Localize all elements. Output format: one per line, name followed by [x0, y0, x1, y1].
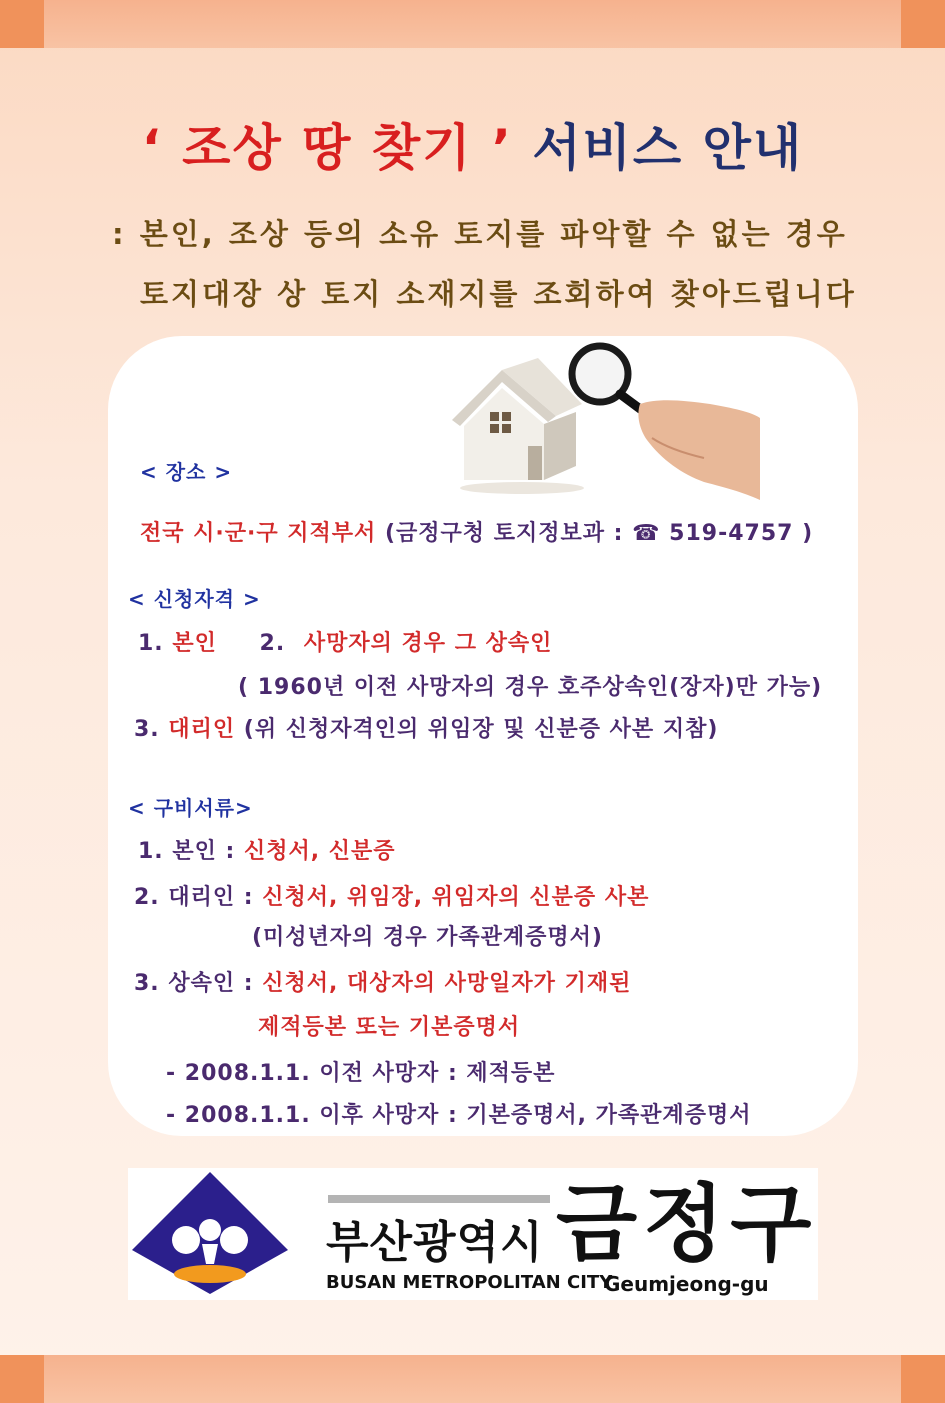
eligibility-item2-note: ( 1960년 이전 사망자의 경우 호주상속인(장자)만 가능): [238, 675, 823, 700]
documents-line-2: [134, 880, 649, 911]
logo-district-en: Geumjeong-gu: [604, 1272, 769, 1296]
logo-district-ko: 금정구: [556, 1175, 818, 1273]
documents-item2-label: 2. 대리인 :: [134, 885, 254, 910]
hand-icon: [638, 400, 760, 500]
eligibility-line-1: [138, 626, 552, 657]
eligibility-heading: < 신청자격 >: [128, 587, 261, 611]
subtitle-line-2: 토지대장 상 토지 소재지를 조회하여 찾아드립니다: [140, 277, 857, 311]
place-heading: < 장소 >: [140, 460, 233, 484]
eligibility-item3-num: 3.: [134, 717, 160, 742]
place-text: 전국 시·군·구 지적부서: [140, 521, 377, 546]
documents-item2-note: (미성년자의 경우 가족관계증명서): [252, 925, 603, 950]
documents-item2-text: 신청서, 위임장, 위임자의 신분증 사본: [262, 885, 650, 910]
eligibility-item2-text: 사망자의 경우 그 상속인: [303, 631, 553, 656]
documents-item1-label: 1. 본인 :: [138, 839, 236, 864]
place-detail: (금정구청 토지정보과 : ☎ 519-4757 ): [384, 521, 814, 546]
logo-city-ko: 부산광역시: [326, 1217, 544, 1268]
documents-item3-text-2: 제적등본 또는 기본증명서: [258, 1015, 521, 1040]
place-line: [140, 516, 813, 547]
documents-bullet-2: - 2008.1.1. 이후 사망자 : 기본증명서, 가족관계증명서: [166, 1103, 752, 1128]
logo-divider-bar: [328, 1195, 550, 1203]
title-highlight: ‘ 조상 땅 찾기 ’: [141, 119, 513, 177]
eligibility-item3-text: 대리인: [168, 717, 236, 742]
page-title: [0, 108, 945, 180]
top-band-left-cap: [0, 0, 44, 48]
district-logo: [128, 1168, 818, 1300]
eligibility-item2-num: 2.: [259, 631, 286, 656]
title-rest: 서비스 안내: [532, 119, 804, 177]
house-icon: [452, 358, 584, 494]
documents-line-3: [134, 966, 631, 997]
top-band: [0, 0, 945, 48]
logo-city-en: BUSAN METROPOLITAN CITY: [326, 1272, 613, 1293]
documents-heading: < 구비서류>: [128, 796, 253, 820]
district-emblem-icon: [128, 1168, 298, 1300]
documents-item1-text: 신청서, 신분증: [243, 839, 396, 864]
documents-item3-label: 3. 상속인 :: [134, 971, 254, 996]
documents-line-1: [138, 834, 396, 865]
bottom-band-left-cap: [0, 1355, 44, 1403]
eligibility-item1-num: 1.: [138, 631, 164, 656]
house-magnifier-illustration: [442, 342, 762, 502]
eligibility-item1-text: 본인: [172, 631, 217, 656]
top-band-right-cap: [901, 0, 945, 48]
bottom-band-right-cap: [901, 1355, 945, 1403]
subtitle-line-1: : 본인, 조상 등의 소유 토지를 파악할 수 없는 경우: [112, 217, 848, 251]
eligibility-item3-note: (위 신청자격인의 위임장 및 신분증 사본 지참): [243, 717, 719, 742]
bottom-band: [0, 1355, 945, 1403]
documents-bullet-1: - 2008.1.1. 이전 사망자 : 제적등본: [166, 1061, 556, 1086]
eligibility-line-3: [134, 712, 718, 743]
magnifier-icon: [572, 346, 647, 414]
documents-item3-text: 신청서, 대상자의 사망일자가 기재된: [262, 971, 632, 996]
